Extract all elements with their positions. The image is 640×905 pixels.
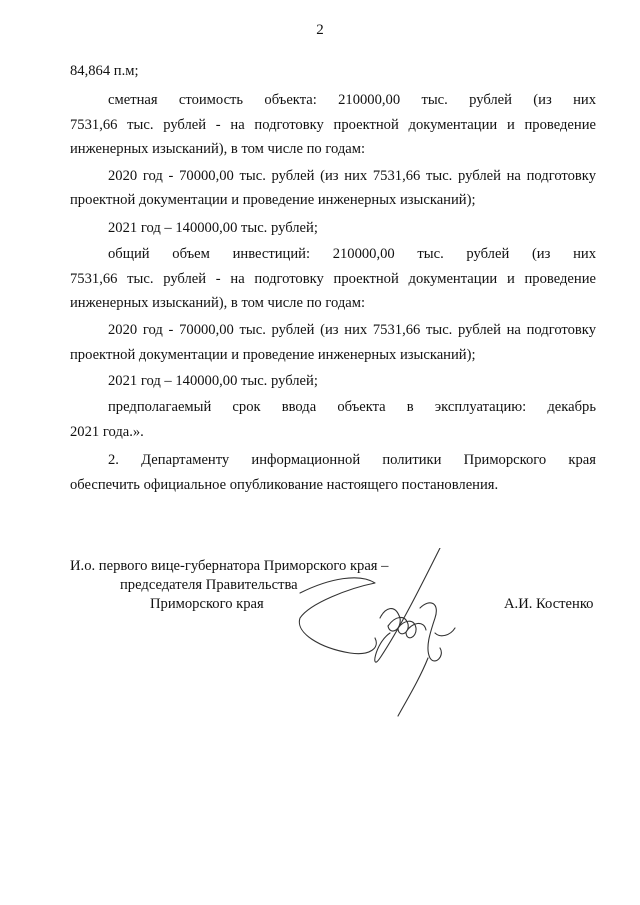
text-line: 2020 год - 70000,00 тыс. рублей (из них 7531,66 тыс. рублей на подготовку	[108, 168, 596, 184]
text-line: инженерных изысканий), в том числе по годам:	[70, 141, 366, 157]
text-line: общий объем инвестиций: 210000,00 тыс. рублей (из них	[108, 246, 596, 262]
text-line: проектной документации и проведение инженерных изысканий);	[70, 347, 476, 363]
text-line: 2. Департаменту информационной политики Приморского края	[108, 452, 596, 468]
signatory-title-line2: председателя Правительства	[120, 577, 298, 593]
text-line: сметная стоимость объекта: 210000,00 тыс. рублей (из них	[108, 92, 596, 108]
signatory-name: А.И. Костенко	[504, 596, 594, 612]
text-line: инженерных изысканий), в том числе по годам:	[70, 295, 366, 311]
text-line: обеспечить официальное опубликование настоящего постановления.	[70, 477, 499, 493]
page-number: 2	[316, 22, 324, 38]
signatory-title-line3: Приморского края	[150, 596, 264, 612]
text-line: 2021 год – 140000,00 тыс. рублей;	[108, 373, 318, 389]
text-line: 2021 год – 140000,00 тыс. рублей;	[108, 220, 318, 236]
handwritten-signature-icon	[290, 548, 490, 718]
text-line: проектной документации и проведение инженерных изысканий);	[70, 192, 476, 208]
text-line: 7531,66 тыс. рублей - на подготовку проектной документации и проведение	[70, 117, 596, 133]
text-line: 2020 год - 70000,00 тыс. рублей (из них 7531,66 тыс. рублей на подготовку	[108, 322, 596, 338]
text-line: 84,864 п.м;	[70, 63, 139, 79]
text-line: 7531,66 тыс. рублей - на подготовку проектной документации и проведение	[70, 271, 596, 287]
text-line: 2021 года.».	[70, 424, 144, 440]
signatory-title-line1: И.о. первого вице-губернатора Приморского края –	[70, 558, 389, 574]
text-line: предполагаемый срок ввода объекта в эксплуатацию: декабрь	[108, 399, 596, 415]
